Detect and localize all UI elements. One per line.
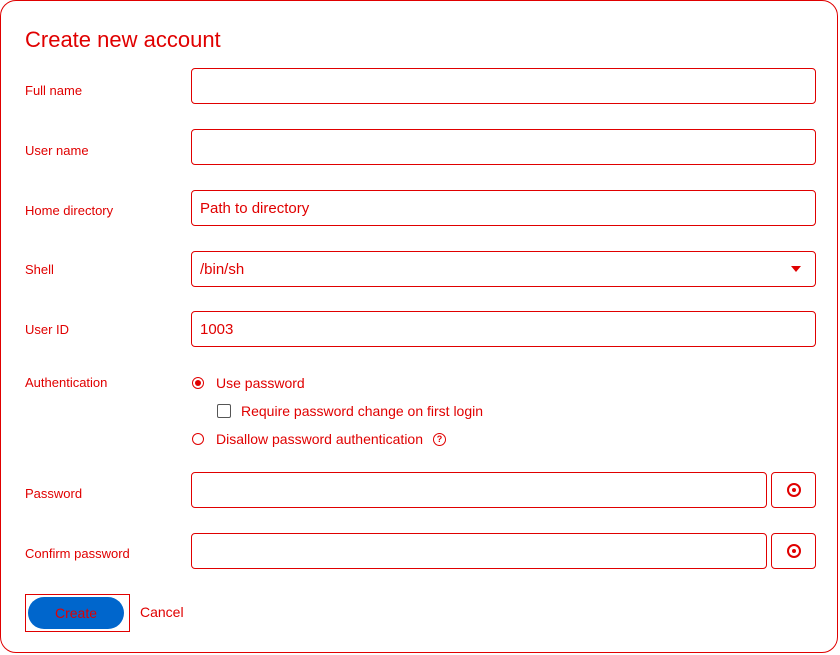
home-directory-label: Home directory: [25, 203, 114, 218]
radio-button[interactable]: [192, 433, 204, 445]
shell-selected-value: /bin/sh: [200, 260, 245, 278]
user-id-input[interactable]: [191, 311, 816, 347]
show-confirm-password-button[interactable]: [771, 533, 816, 569]
cancel-button[interactable]: Cancel: [140, 604, 184, 620]
full-name-input[interactable]: [191, 68, 816, 104]
show-password-button[interactable]: [771, 472, 816, 508]
password-label: Password: [25, 486, 83, 501]
user-name-input[interactable]: [191, 129, 816, 165]
disallow-password-radio[interactable]: [192, 431, 446, 447]
confirm-password-label: Confirm password: [25, 546, 130, 561]
dialog-title: Create new account: [25, 27, 221, 52]
require-password-change-checkbox[interactable]: [217, 403, 483, 419]
confirm-password-input[interactable]: [191, 533, 767, 569]
home-directory-input[interactable]: [191, 190, 816, 226]
checkbox[interactable]: [217, 404, 231, 418]
authentication-label: Authentication: [25, 375, 108, 390]
password-input[interactable]: [191, 472, 767, 508]
create-button[interactable]: [25, 594, 130, 632]
eye-icon: [787, 483, 801, 497]
use-password-label: Use password: [216, 375, 305, 391]
require-password-change-label: Require password change on first login: [241, 403, 484, 419]
shell-label: Shell: [25, 262, 54, 277]
shell-select[interactable]: [191, 251, 816, 287]
chevron-down-icon: [791, 266, 801, 272]
create-button-label: Create: [28, 597, 124, 629]
use-password-radio[interactable]: [192, 375, 305, 391]
full-name-label: Full name: [25, 83, 83, 98]
disallow-password-label: Disallow password authentication: [216, 431, 423, 447]
eye-icon: [787, 544, 801, 558]
user-name-label: User name: [25, 143, 89, 158]
radio-button[interactable]: [192, 377, 204, 389]
user-id-label: User ID: [25, 322, 70, 337]
help-icon[interactable]: ?: [433, 433, 446, 446]
